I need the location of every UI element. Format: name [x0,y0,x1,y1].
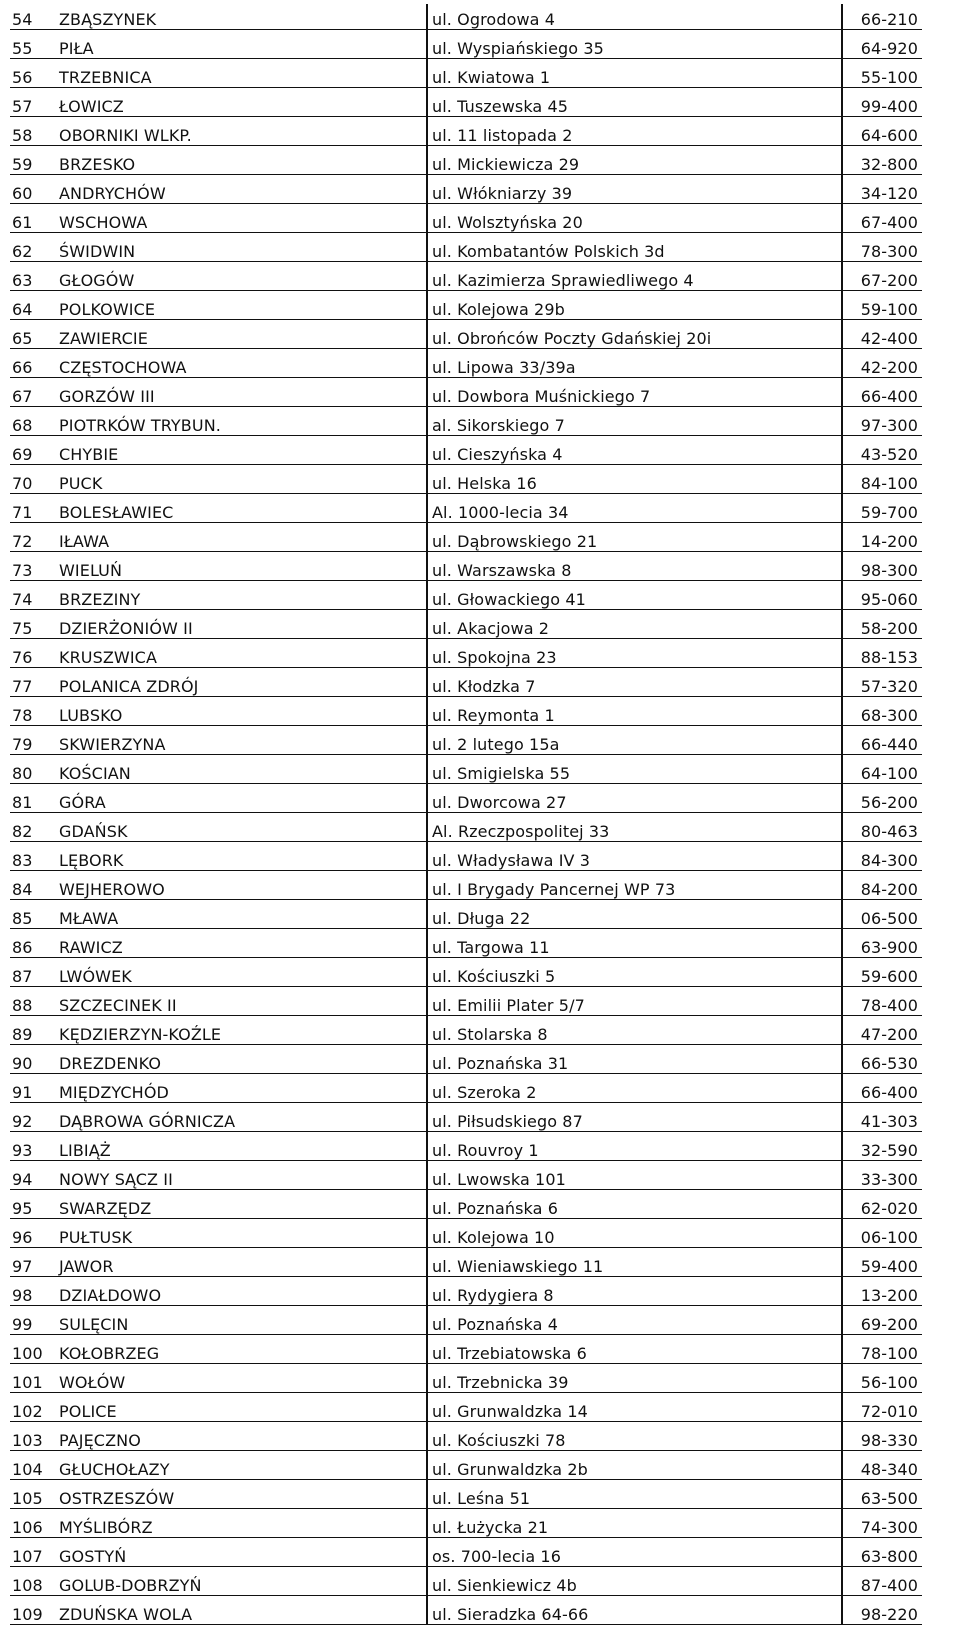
city-cell: GÓRA [55,784,427,813]
postal-code-cell: 98-300 [842,552,922,581]
street-address-cell: ul. Rydygiera 8 [427,1277,842,1306]
row-number: 56 [10,59,55,88]
street-address-cell: ul. Łużycka 21 [427,1509,842,1538]
table-row [10,1248,922,1277]
city-cell: GŁUCHOŁAZY [55,1451,427,1480]
city-cell: ŚWIDWIN [55,233,427,262]
row-number: 84 [10,871,55,900]
city-cell: MYŚLIBÓRZ [55,1509,427,1538]
street-address-cell: ul. Sienkiewicz 4b [427,1567,842,1596]
city-cell: LIBIĄŻ [55,1132,427,1161]
street-address-cell: ul. Wolsztyńska 20 [427,204,842,233]
street-address-cell: ul. Poznańska 6 [427,1190,842,1219]
city-cell: KOŁOBRZEG [55,1335,427,1364]
row-number: 108 [10,1567,55,1596]
postal-code-cell: 64-100 [842,755,922,784]
city-cell: WIELUŃ [55,552,427,581]
row-number: 78 [10,697,55,726]
row-number: 66 [10,349,55,378]
city-cell: SWARZĘDZ [55,1190,427,1219]
table-row [10,1335,922,1364]
table-row [10,175,922,204]
street-address-cell: ul. Piłsudskiego 87 [427,1103,842,1132]
city-cell: TRZEBNICA [55,59,427,88]
street-address-cell: ul. Poznańska 31 [427,1045,842,1074]
row-number: 104 [10,1451,55,1480]
street-address-cell: ul. Szeroka 2 [427,1074,842,1103]
city-cell: ANDRYCHÓW [55,175,427,204]
row-number: 89 [10,1016,55,1045]
city-cell: GOSTYŃ [55,1538,427,1567]
postal-code-cell: 14-200 [842,523,922,552]
city-cell: WOŁÓW [55,1364,427,1393]
row-number: 55 [10,30,55,59]
table-row [10,1016,922,1045]
city-cell: GORZÓW III [55,378,427,407]
postal-code-cell: 95-060 [842,581,922,610]
table-row [10,900,922,929]
table-row [10,1567,922,1596]
street-address-cell: ul. Leśna 51 [427,1480,842,1509]
table-row [10,146,922,175]
postal-code-cell: 48-340 [842,1451,922,1480]
row-number: 79 [10,726,55,755]
postal-code-cell: 99-400 [842,88,922,117]
table-row [10,88,922,117]
city-cell: BRZESKO [55,146,427,175]
postal-code-cell: 84-200 [842,871,922,900]
postal-code-cell: 66-210 [842,4,922,30]
city-cell: OSTRZESZÓW [55,1480,427,1509]
city-cell: GŁOGÓW [55,262,427,291]
postal-code-cell: 13-200 [842,1277,922,1306]
postal-code-cell: 55-100 [842,59,922,88]
row-number: 86 [10,929,55,958]
postal-code-cell: 66-440 [842,726,922,755]
row-number: 65 [10,320,55,349]
postal-code-cell: 56-200 [842,784,922,813]
street-address-cell: ul. Poznańska 4 [427,1306,842,1335]
postal-code-cell: 41-303 [842,1103,922,1132]
row-number: 69 [10,436,55,465]
street-address-cell: ul. Tuszewska 45 [427,88,842,117]
street-address-cell: ul. Helska 16 [427,465,842,494]
table-row [10,871,922,900]
table-row [10,1132,922,1161]
street-address-cell: ul. Wieniawskiego 11 [427,1248,842,1277]
postal-code-cell: 87-400 [842,1567,922,1596]
table-row [10,1277,922,1306]
street-address-cell: ul. Włókniarzy 39 [427,175,842,204]
row-number: 109 [10,1596,55,1625]
city-cell: PUŁTUSK [55,1219,427,1248]
street-address-cell: ul. Grunwaldzka 2b [427,1451,842,1480]
postal-code-cell: 33-300 [842,1161,922,1190]
postal-code-cell: 34-120 [842,175,922,204]
row-number: 70 [10,465,55,494]
row-number: 98 [10,1277,55,1306]
postal-code-cell: 59-600 [842,958,922,987]
city-cell: CHYBIE [55,436,427,465]
table-row [10,204,922,233]
street-address-cell: ul. Sieradzka 64-66 [427,1596,842,1625]
address-table-body [10,4,922,1625]
table-row [10,784,922,813]
city-cell: MIĘDZYCHÓD [55,1074,427,1103]
postal-code-cell: 69-200 [842,1306,922,1335]
city-cell: POLICE [55,1393,427,1422]
table-row [10,494,922,523]
table-row [10,59,922,88]
postal-code-cell: 64-920 [842,30,922,59]
row-number: 102 [10,1393,55,1422]
row-number: 72 [10,523,55,552]
row-number: 74 [10,581,55,610]
city-cell: SULĘCIN [55,1306,427,1335]
street-address-cell: ul. Warszawska 8 [427,552,842,581]
row-number: 62 [10,233,55,262]
street-address-cell: al. Sikorskiego 7 [427,407,842,436]
street-address-cell: ul. Długa 22 [427,900,842,929]
row-number: 87 [10,958,55,987]
street-address-cell: ul. Dowbora Muśnickiego 7 [427,378,842,407]
postal-code-cell: 63-900 [842,929,922,958]
row-number: 77 [10,668,55,697]
row-number: 73 [10,552,55,581]
street-address-cell: ul. Kościuszki 5 [427,958,842,987]
city-cell: CZĘSTOCHOWA [55,349,427,378]
postal-code-cell: 43-520 [842,436,922,465]
street-address-cell: ul. Akacjowa 2 [427,610,842,639]
table-row [10,1393,922,1422]
row-number: 96 [10,1219,55,1248]
postal-code-cell: 98-330 [842,1422,922,1451]
postal-code-cell: 59-100 [842,291,922,320]
city-cell: LUBSKO [55,697,427,726]
row-number: 103 [10,1422,55,1451]
street-address-cell: ul. Reymonta 1 [427,697,842,726]
postal-code-cell: 42-200 [842,349,922,378]
street-address-cell: ul. Kombatantów Polskich 3d [427,233,842,262]
city-cell: DĄBROWA GÓRNICZA [55,1103,427,1132]
postal-code-cell: 59-400 [842,1248,922,1277]
postal-code-cell: 84-300 [842,842,922,871]
row-number: 90 [10,1045,55,1074]
street-address-cell: ul. Kwiatowa 1 [427,59,842,88]
city-cell: ZAWIERCIE [55,320,427,349]
address-table [10,4,922,1625]
postal-code-cell: 66-530 [842,1045,922,1074]
postal-code-cell: 80-463 [842,813,922,842]
table-row [10,349,922,378]
table-row [10,726,922,755]
city-cell: KOŚCIAN [55,755,427,784]
city-cell: ŁOWICZ [55,88,427,117]
table-row [10,523,922,552]
postal-code-cell: 58-200 [842,610,922,639]
street-address-cell: ul. 11 listopada 2 [427,117,842,146]
row-number: 60 [10,175,55,204]
street-address-cell: ul. Grunwaldzka 14 [427,1393,842,1422]
row-number: 101 [10,1364,55,1393]
row-number: 59 [10,146,55,175]
street-address-cell: ul. Stolarska 8 [427,1016,842,1045]
postal-code-cell: 78-100 [842,1335,922,1364]
table-row [10,581,922,610]
row-number: 68 [10,407,55,436]
table-row [10,465,922,494]
city-cell: WEJHEROWO [55,871,427,900]
row-number: 80 [10,755,55,784]
table-row [10,1451,922,1480]
city-cell: PIOTRKÓW TRYBUN. [55,407,427,436]
table-row [10,813,922,842]
row-number: 75 [10,610,55,639]
street-address-cell: ul. I Brygady Pancernej WP 73 [427,871,842,900]
table-row [10,1190,922,1219]
street-address-cell: ul. Kolejowa 29b [427,291,842,320]
city-cell: WSCHOWA [55,204,427,233]
city-cell: DZIAŁDOWO [55,1277,427,1306]
postal-code-cell: 72-010 [842,1393,922,1422]
row-number: 54 [10,4,55,30]
row-number: 61 [10,204,55,233]
street-address-cell: ul. Cieszyńska 4 [427,436,842,465]
table-row [10,1422,922,1451]
row-number: 63 [10,262,55,291]
street-address-cell: ul. Kolejowa 10 [427,1219,842,1248]
postal-code-cell: 84-100 [842,465,922,494]
table-row [10,842,922,871]
postal-code-cell: 67-200 [842,262,922,291]
street-address-cell: Al. Rzeczpospolitej 33 [427,813,842,842]
postal-code-cell: 06-100 [842,1219,922,1248]
row-number: 95 [10,1190,55,1219]
street-address-cell: ul. Dworcowa 27 [427,784,842,813]
city-cell: SZCZECINEK II [55,987,427,1016]
city-cell: OBORNIKI WLKP. [55,117,427,146]
table-row [10,755,922,784]
postal-code-cell: 78-400 [842,987,922,1016]
table-row [10,1509,922,1538]
table-row [10,291,922,320]
postal-code-cell: 32-800 [842,146,922,175]
table-row [10,407,922,436]
postal-code-cell: 67-400 [842,204,922,233]
city-cell: JAWOR [55,1248,427,1277]
table-row [10,378,922,407]
table-row [10,1161,922,1190]
street-address-cell: ul. Targowa 11 [427,929,842,958]
city-cell: PIŁA [55,30,427,59]
table-row [10,117,922,146]
table-row [10,233,922,262]
row-number: 64 [10,291,55,320]
postal-code-cell: 97-300 [842,407,922,436]
street-address-cell: ul. Smigielska 55 [427,755,842,784]
row-number: 94 [10,1161,55,1190]
postal-code-cell: 06-500 [842,900,922,929]
city-cell: MŁAWA [55,900,427,929]
row-number: 88 [10,987,55,1016]
row-number: 99 [10,1306,55,1335]
city-cell: NOWY SĄCZ II [55,1161,427,1190]
table-row [10,610,922,639]
postal-code-cell: 98-220 [842,1596,922,1625]
table-row [10,929,922,958]
table-row [10,1219,922,1248]
row-number: 67 [10,378,55,407]
table-row [10,1306,922,1335]
street-address-cell: ul. Kłodzka 7 [427,668,842,697]
city-cell: IŁAWA [55,523,427,552]
table-row [10,697,922,726]
postal-code-cell: 68-300 [842,697,922,726]
city-cell: KĘDZIERZYN-KOŹLE [55,1016,427,1045]
table-row [10,320,922,349]
row-number: 100 [10,1335,55,1364]
street-address-cell: ul. Głowackiego 41 [427,581,842,610]
city-cell: GDAŃSK [55,813,427,842]
street-address-cell: ul. Emilii Plater 5/7 [427,987,842,1016]
table-row [10,436,922,465]
postal-code-cell: 66-400 [842,1074,922,1103]
postal-code-cell: 42-400 [842,320,922,349]
table-row [10,1538,922,1567]
city-cell: ZDUŃSKA WOLA [55,1596,427,1625]
postal-code-cell: 63-800 [842,1538,922,1567]
street-address-cell: ul. Trzebnicka 39 [427,1364,842,1393]
row-number: 93 [10,1132,55,1161]
row-number: 106 [10,1509,55,1538]
table-row [10,262,922,291]
row-number: 92 [10,1103,55,1132]
street-address-cell: ul. Obrońców Poczty Gdańskiej 20i [427,320,842,349]
postal-code-cell: 88-153 [842,639,922,668]
city-cell: BOLESŁAWIEC [55,494,427,523]
street-address-cell: os. 700-lecia 16 [427,1538,842,1567]
row-number: 57 [10,88,55,117]
postal-code-cell: 66-400 [842,378,922,407]
postal-code-cell: 57-320 [842,668,922,697]
city-cell: BRZEZINY [55,581,427,610]
row-number: 81 [10,784,55,813]
city-cell: LWÓWEK [55,958,427,987]
table-row [10,1045,922,1074]
city-cell: PUCK [55,465,427,494]
table-row [10,1364,922,1393]
postal-code-cell: 78-300 [842,233,922,262]
street-address-cell: Al. 1000-lecia 34 [427,494,842,523]
table-row [10,30,922,59]
table-row [10,1596,922,1625]
table-row [10,552,922,581]
street-address-cell: ul. Trzebiatowska 6 [427,1335,842,1364]
city-cell: KRUSZWICA [55,639,427,668]
street-address-cell: ul. Rouvroy 1 [427,1132,842,1161]
table-row [10,1074,922,1103]
postal-code-cell: 74-300 [842,1509,922,1538]
table-row [10,1103,922,1132]
table-row [10,958,922,987]
postal-code-cell: 63-500 [842,1480,922,1509]
postal-code-cell: 62-020 [842,1190,922,1219]
street-address-cell: ul. Ogrodowa 4 [427,4,842,30]
street-address-cell: ul. Lwowska 101 [427,1161,842,1190]
street-address-cell: ul. Wyspiańskiego 35 [427,30,842,59]
city-cell: GOLUB-DOBRZYŃ [55,1567,427,1596]
street-address-cell: ul. Władysława IV 3 [427,842,842,871]
row-number: 71 [10,494,55,523]
city-cell: POLKOWICE [55,291,427,320]
row-number: 107 [10,1538,55,1567]
street-address-cell: ul. Mickiewicza 29 [427,146,842,175]
row-number: 58 [10,117,55,146]
row-number: 105 [10,1480,55,1509]
street-address-cell: ul. Dąbrowskiego 21 [427,523,842,552]
row-number: 82 [10,813,55,842]
table-row [10,639,922,668]
row-number: 85 [10,900,55,929]
postal-code-cell: 47-200 [842,1016,922,1045]
street-address-cell: ul. Spokojna 23 [427,639,842,668]
table-row [10,1480,922,1509]
postal-code-cell: 59-700 [842,494,922,523]
street-address-cell: ul. Kazimierza Sprawiedliwego 4 [427,262,842,291]
postal-code-cell: 56-100 [842,1364,922,1393]
table-row [10,668,922,697]
street-address-cell: ul. Kościuszki 78 [427,1422,842,1451]
street-address-cell: ul. 2 lutego 15a [427,726,842,755]
row-number: 97 [10,1248,55,1277]
address-table-page [10,4,922,1625]
city-cell: ZBĄSZYNEK [55,4,427,30]
postal-code-cell: 64-600 [842,117,922,146]
row-number: 76 [10,639,55,668]
table-row [10,4,922,30]
city-cell: RAWICZ [55,929,427,958]
postal-code-cell: 32-590 [842,1132,922,1161]
row-number: 83 [10,842,55,871]
city-cell: SKWIERZYNA [55,726,427,755]
row-number: 91 [10,1074,55,1103]
city-cell: POLANICA ZDRÓJ [55,668,427,697]
city-cell: DREZDENKO [55,1045,427,1074]
street-address-cell: ul. Lipowa 33/39a [427,349,842,378]
table-row [10,987,922,1016]
city-cell: DZIERŻONIÓW II [55,610,427,639]
city-cell: PAJĘCZNO [55,1422,427,1451]
city-cell: LĘBORK [55,842,427,871]
